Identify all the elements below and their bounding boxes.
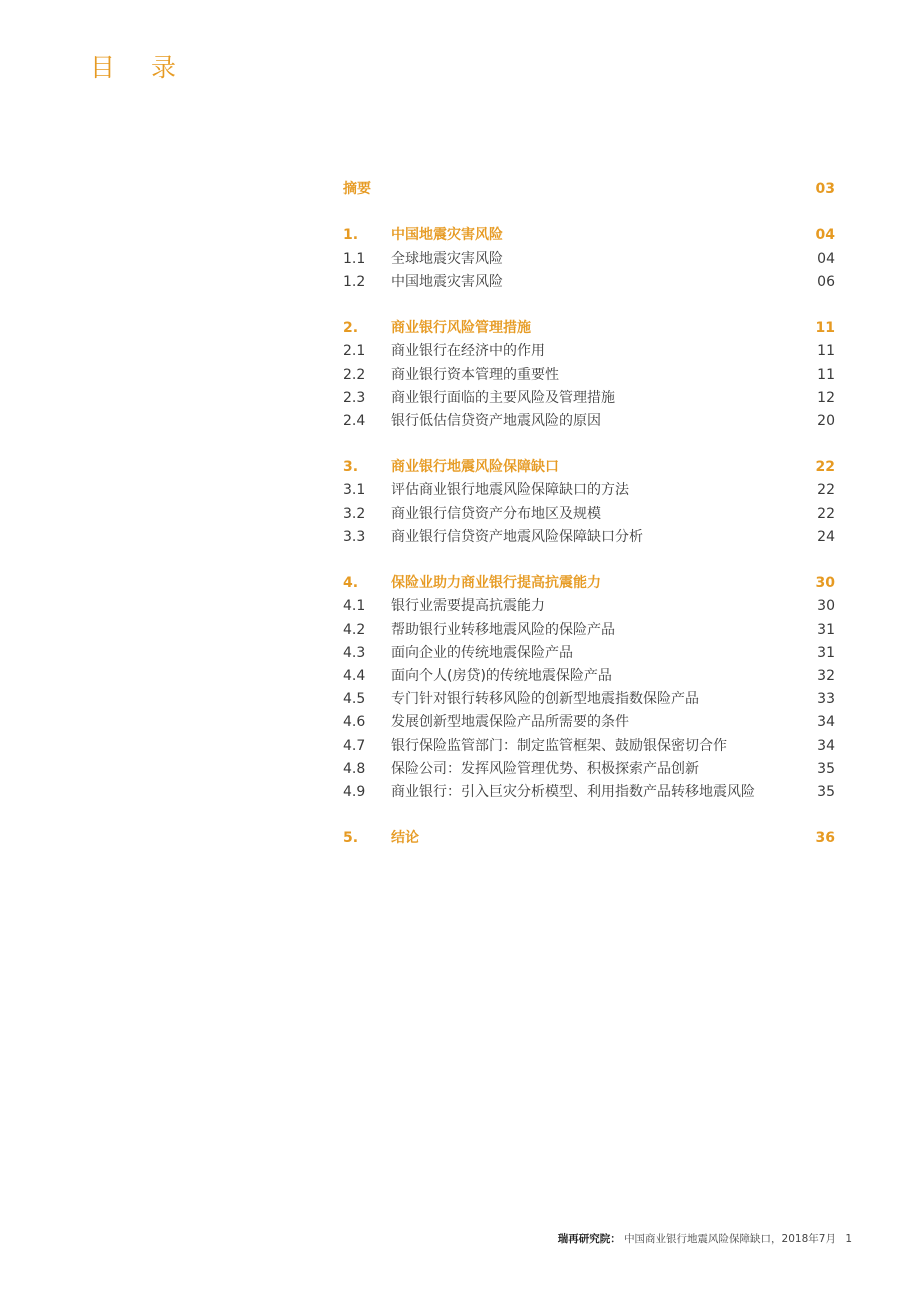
toc-number: 2.3 bbox=[343, 389, 366, 406]
toc-number: 4.2 bbox=[343, 621, 366, 638]
toc-number: 2. bbox=[343, 320, 359, 337]
toc-subsection-row[interactable] bbox=[343, 410, 835, 433]
toc-label: 保险业助力商业银行提高抗震能力 bbox=[391, 575, 601, 592]
toc-label: 评估商业银行地震风险保障缺口的方法 bbox=[391, 482, 629, 499]
toc-number: 1. bbox=[343, 227, 359, 244]
toc-spacer bbox=[343, 201, 835, 224]
toc-label: 银行低估信贷资产地震风险的原因 bbox=[391, 412, 601, 429]
footer-text: 中国商业银行地震风险保障缺口，2018年7月 bbox=[624, 1233, 836, 1245]
toc-page: 22 bbox=[817, 482, 835, 499]
toc-label: 专门针对银行转移风险的创新型地震指数保险产品 bbox=[391, 691, 699, 708]
toc-number: 4.9 bbox=[343, 783, 366, 800]
footer-org: 瑞再研究院： bbox=[557, 1233, 621, 1245]
toc-number: 4.6 bbox=[343, 714, 366, 731]
toc-summary-page: 03 bbox=[815, 181, 835, 197]
toc-number: 4.7 bbox=[343, 737, 366, 754]
toc-subsection-row[interactable] bbox=[343, 526, 835, 549]
toc-section-row[interactable] bbox=[343, 456, 835, 479]
toc-page: 35 bbox=[817, 760, 835, 777]
toc-label: 商业银行风险管理措施 bbox=[391, 320, 531, 337]
toc-page: 20 bbox=[817, 412, 835, 429]
toc-page: 11 bbox=[815, 320, 835, 337]
toc-page: 04 bbox=[815, 227, 835, 244]
toc-label: 商业银行：引入巨灾分析模型、利用指数产品转移地震风险 bbox=[391, 783, 755, 800]
toc-page: 32 bbox=[817, 667, 835, 684]
toc-number: 2.1 bbox=[343, 343, 366, 360]
toc-page: 12 bbox=[817, 389, 835, 406]
toc-subsection-row[interactable] bbox=[343, 340, 835, 363]
toc-subsection-row[interactable] bbox=[343, 271, 835, 294]
toc-number: 2.4 bbox=[343, 412, 366, 429]
toc-page: 31 bbox=[817, 621, 835, 638]
toc-subsection-row[interactable] bbox=[343, 665, 835, 688]
toc-label: 商业银行面临的主要风险及管理措施 bbox=[391, 389, 615, 406]
toc-label: 发展创新型地震保险产品所需要的条件 bbox=[391, 714, 629, 731]
toc-page: 30 bbox=[815, 575, 835, 592]
toc-spacer bbox=[343, 804, 835, 827]
page-title: 目 录 bbox=[90, 53, 190, 82]
toc-page: 22 bbox=[817, 505, 835, 522]
toc-subsection-row[interactable] bbox=[343, 248, 835, 271]
toc-page: 33 bbox=[817, 691, 835, 708]
toc-page: 34 bbox=[817, 737, 835, 754]
toc-page: 36 bbox=[815, 830, 835, 847]
toc-page: 34 bbox=[817, 714, 835, 731]
toc-page: 35 bbox=[817, 783, 835, 800]
toc-label: 保险公司：发挥风险管理优势、积极探索产品创新 bbox=[391, 760, 699, 777]
toc-page: 22 bbox=[815, 459, 835, 476]
toc-number: 4.4 bbox=[343, 667, 366, 684]
toc-number: 1.2 bbox=[343, 273, 366, 290]
toc-label: 全球地震灾害风险 bbox=[391, 250, 503, 267]
toc-label: 银行保险监管部门：制定监管框架、鼓励银保密切合作 bbox=[391, 737, 727, 754]
toc-summary-label: 摘要 bbox=[343, 181, 371, 197]
toc-number: 2.2 bbox=[343, 366, 366, 383]
toc-spacer bbox=[343, 433, 835, 456]
toc-subsection-row[interactable] bbox=[343, 595, 835, 618]
toc-subsection-row[interactable] bbox=[343, 503, 835, 526]
toc-subsection-row[interactable] bbox=[343, 619, 835, 642]
toc-subsection-row[interactable] bbox=[343, 364, 835, 387]
toc-section-row[interactable] bbox=[343, 572, 835, 595]
toc-number: 4.5 bbox=[343, 691, 366, 708]
toc-number: 4.3 bbox=[343, 644, 366, 661]
toc-page: 30 bbox=[817, 598, 835, 615]
toc-page: 04 bbox=[817, 250, 835, 267]
toc-section-row[interactable] bbox=[343, 224, 835, 247]
toc-spacer bbox=[343, 294, 835, 317]
footer bbox=[558, 1231, 852, 1246]
toc-page: 31 bbox=[817, 644, 835, 661]
toc-page: 06 bbox=[817, 273, 835, 290]
toc-label: 面向企业的传统地震保险产品 bbox=[391, 644, 573, 661]
toc-subsection-row[interactable] bbox=[343, 735, 835, 758]
toc-label: 商业银行地震风险保障缺口 bbox=[391, 459, 559, 476]
toc-label: 中国地震灾害风险 bbox=[391, 227, 503, 244]
toc-number: 3.2 bbox=[343, 505, 366, 522]
toc-label: 面向个人(房贷)的传统地震保险产品 bbox=[391, 667, 612, 684]
toc-subsection-row[interactable] bbox=[343, 711, 835, 734]
toc-page: 11 bbox=[817, 366, 835, 383]
toc-label: 银行业需要提高抗震能力 bbox=[391, 598, 545, 615]
toc-number: 1.1 bbox=[343, 250, 366, 267]
toc-label: 结论 bbox=[391, 830, 419, 847]
toc-number: 3. bbox=[343, 459, 359, 476]
toc-page: 24 bbox=[817, 528, 835, 545]
toc-number: 5. bbox=[343, 830, 359, 847]
toc-number: 4. bbox=[343, 575, 359, 592]
toc-spacer bbox=[343, 549, 835, 572]
toc-label: 商业银行信贷资产地震风险保障缺口分析 bbox=[391, 528, 643, 545]
toc-number: 4.8 bbox=[343, 760, 366, 777]
toc-page: 11 bbox=[817, 343, 835, 360]
footer-page-number: 1 bbox=[845, 1233, 852, 1245]
toc-summary-row[interactable] bbox=[343, 178, 835, 201]
toc-subsection-row[interactable] bbox=[343, 642, 835, 665]
toc-subsection-row[interactable] bbox=[343, 479, 835, 502]
toc-label: 中国地震灾害风险 bbox=[391, 273, 503, 290]
toc-section-row[interactable] bbox=[343, 827, 835, 850]
toc-label: 商业银行信贷资产分布地区及规模 bbox=[391, 505, 601, 522]
toc-number: 3.3 bbox=[343, 528, 366, 545]
toc-number: 4.1 bbox=[343, 598, 366, 615]
toc-subsection-row[interactable] bbox=[343, 758, 835, 781]
toc-section-row[interactable] bbox=[343, 317, 835, 340]
toc-subsection-row[interactable] bbox=[343, 387, 835, 410]
table-of-contents bbox=[343, 178, 835, 850]
toc-label: 商业银行资本管理的重要性 bbox=[391, 366, 559, 383]
toc-label: 帮助银行业转移地震风险的保险产品 bbox=[391, 621, 615, 638]
toc-number: 3.1 bbox=[343, 482, 366, 499]
toc-subsection-row[interactable] bbox=[343, 781, 835, 804]
toc-subsection-row[interactable] bbox=[343, 688, 835, 711]
toc-label: 商业银行在经济中的作用 bbox=[391, 343, 545, 360]
